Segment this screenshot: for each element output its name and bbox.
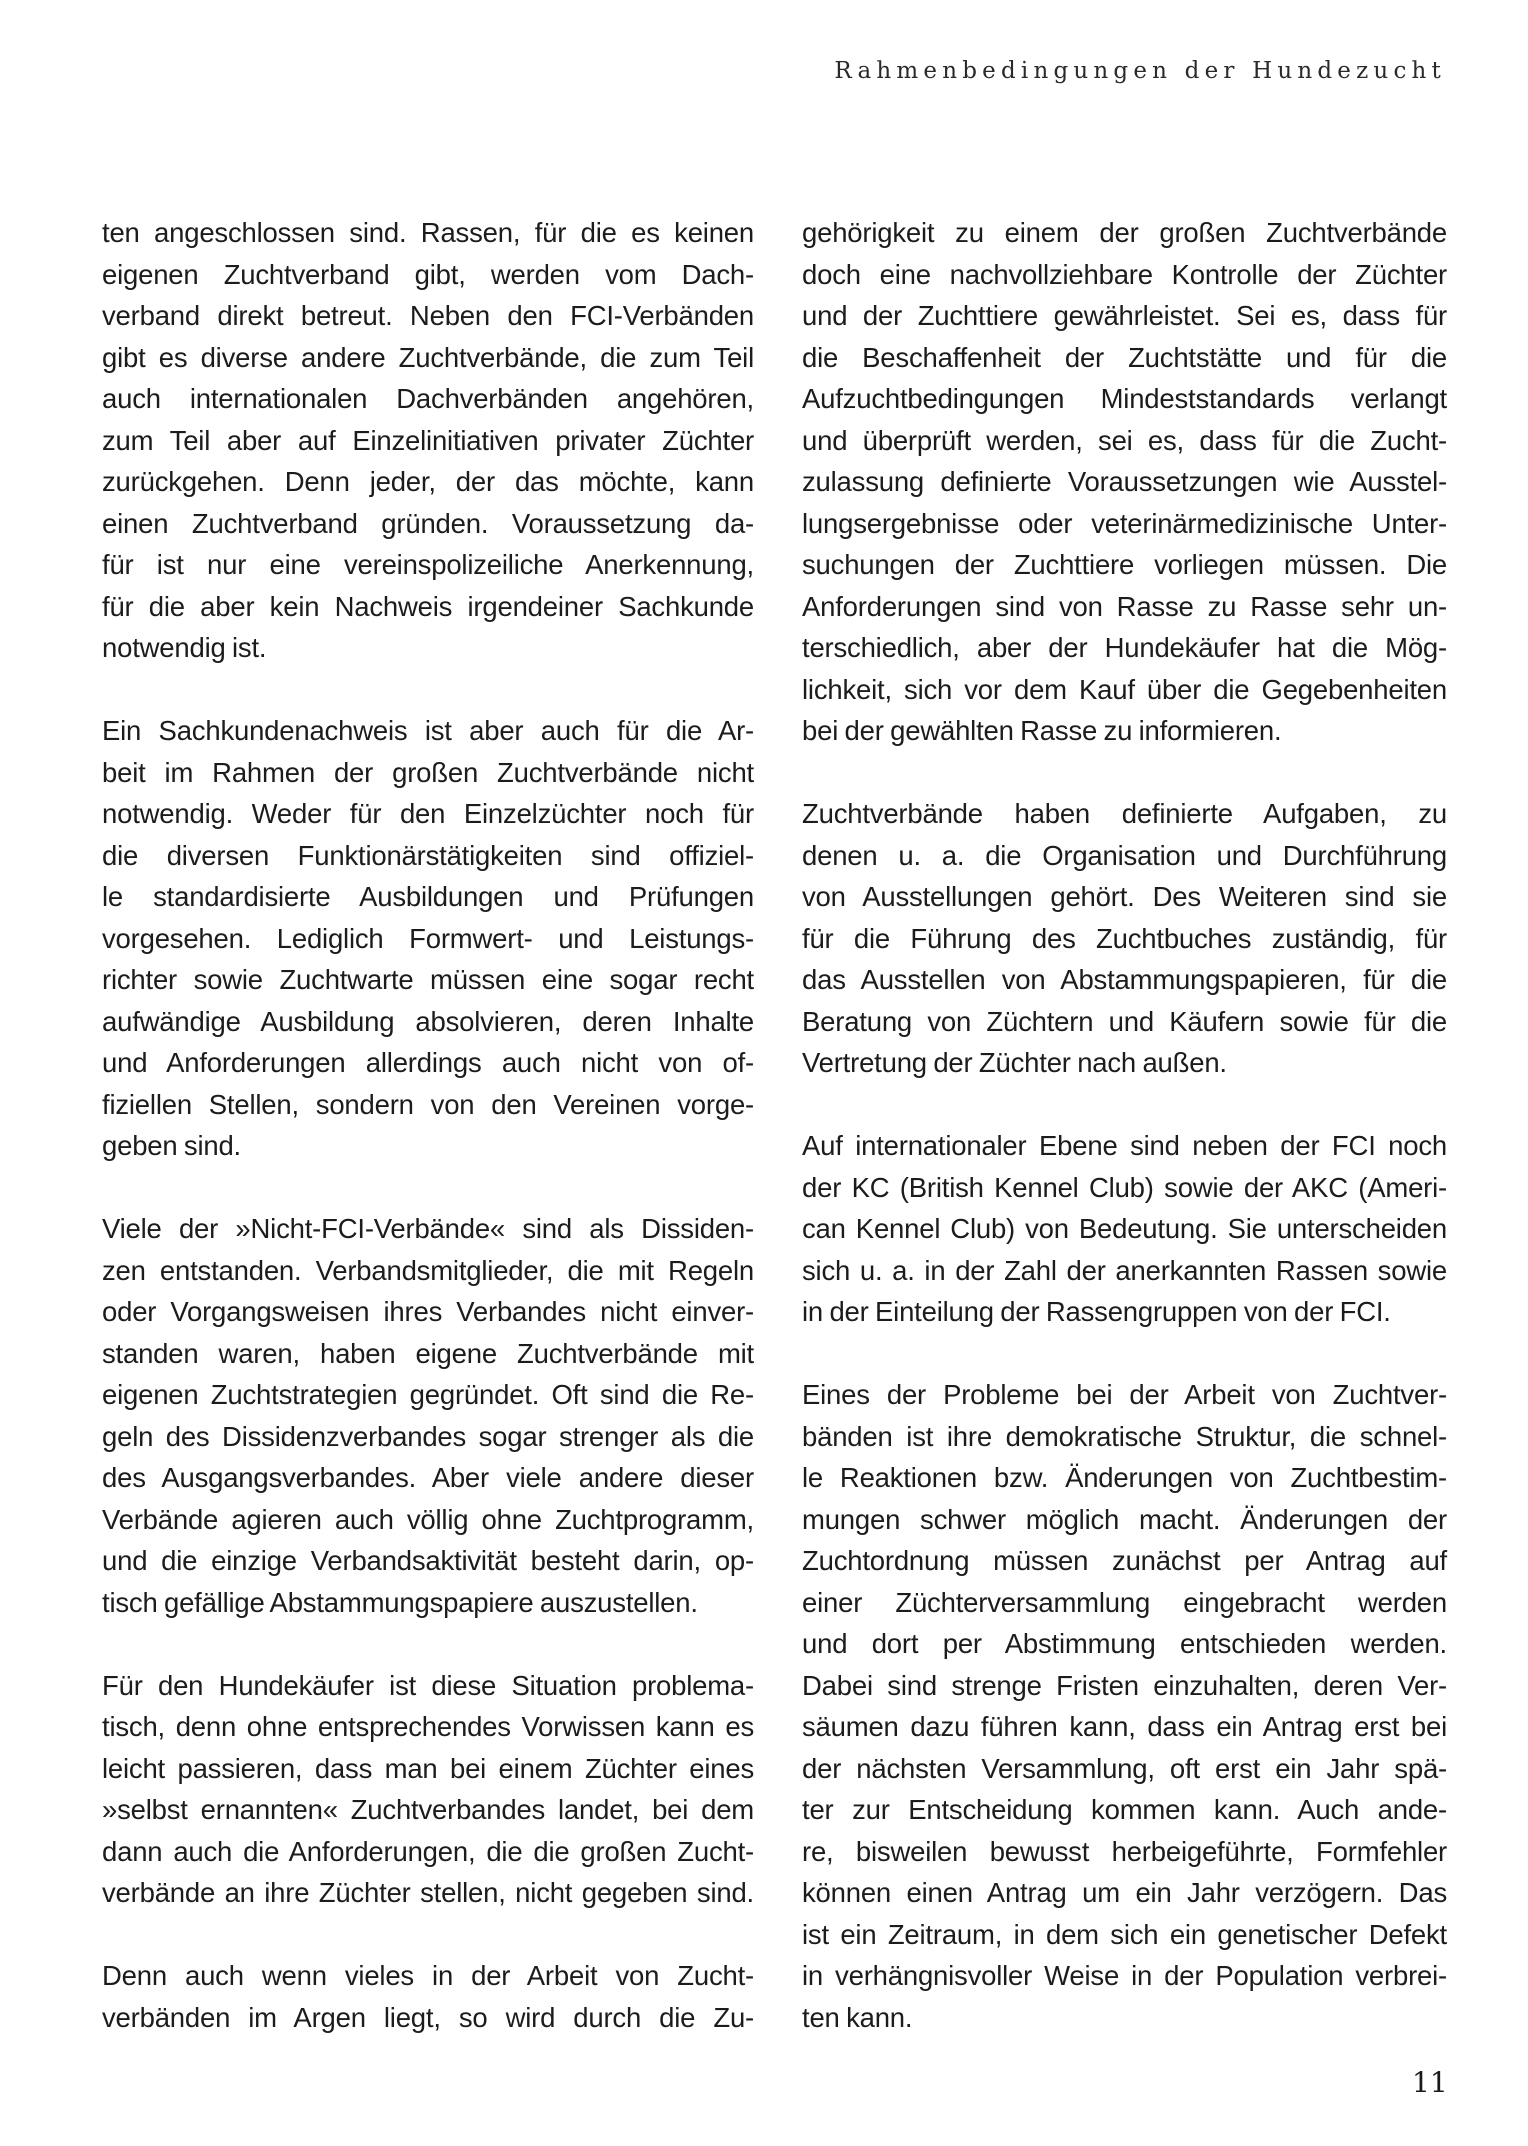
text-line: einen Zuchtverband gründen. Voraussetzung da-: [102, 507, 754, 539]
text-line: ter zur Entscheidung kommen kann. Auch ande-: [802, 1794, 1447, 1825]
text-line: lungsergebnisse oder veterinärmedizinische Unter-: [802, 507, 1447, 539]
text-line: can Kennel Club) von Bedeutung. Sie unterscheiden: [802, 1213, 1447, 1244]
text-line: fiziellen Stellen, sondern von den Vereinen vorge-: [102, 1088, 754, 1120]
text-line: die diversen Funktionärstätigkeiten sind offiziel-: [102, 839, 754, 871]
text-line: zurückgehen. Denn jeder, der das möchte, kann: [102, 466, 754, 497]
text-line: Zuchtordnung müssen zunächst per Antrag auf: [802, 1545, 1447, 1576]
page-number: 11: [1412, 2066, 1448, 2099]
text-line: Viele der »Nicht-FCI-Verbände« sind als Dissiden-: [102, 1213, 754, 1244]
text-line: Ein Sachkundenachweis ist aber auch für die Ar-: [102, 715, 754, 746]
text-line: bänden ist ihre demokratische Struktur, die schnel-: [802, 1420, 1447, 1452]
text-line: vorgesehen. Lediglich Formwert- und Leistungs-: [102, 922, 754, 954]
text-line: des Ausgangsverbandes. Aber viele andere dieser: [102, 1462, 754, 1493]
text-line: le standardisierte Ausbildungen und Prüfungen: [102, 881, 754, 912]
text-line: notwendig ist.: [102, 632, 267, 663]
text-line: einer Züchterversammlung eingebracht werden: [802, 1586, 1447, 1618]
paragraph-left-4: [102, 1665, 754, 1914]
text-line: können einen Antrag um ein Jahr verzögern. Das: [802, 1877, 1447, 1908]
running-header: Rahmenbedingungen der Hundezucht: [834, 58, 1446, 84]
text-line: re, bisweilen bewusst herbeigeführte, Formfehler: [802, 1835, 1447, 1867]
text-line: oder Vorgangsweisen ihres Verbandes nicht einver-: [102, 1296, 754, 1327]
text-line: zen entstanden. Verbandsmitglieder, die mit Regeln: [102, 1254, 754, 1286]
text-line: und überprüft werden, sei es, dass für die Zucht-: [802, 424, 1447, 456]
text-line: Denn auch wenn vieles in der Arbeit von Zucht-: [102, 1960, 754, 1991]
text-line: verbände an ihre Züchter stellen, nicht gegeben sind.: [102, 1877, 754, 1908]
text-line: notwendig. Weder für den Einzelzüchter noch für: [102, 798, 754, 829]
text-line: Beratung von Züchtern und Käufern sowie für die: [802, 1005, 1447, 1037]
text-line: geln des Dissidenzverbandes sogar strenger als die: [102, 1420, 754, 1452]
text-line: tisch gefällige Abstammungspapiere auszustellen.: [102, 1586, 698, 1618]
text-line: und Anforderungen allerdings auch nicht von of-: [102, 1047, 754, 1078]
text-line: verbänden im Argen liegt, so wird durch die Zu-: [102, 2001, 754, 2033]
paragraph-left-5: [102, 1955, 754, 2038]
text-line: richter sowie Zuchtwarte müssen eine sogar recht: [102, 964, 754, 995]
text-line: Dabei sind strenge Fristen einzuhalten, deren Ver-: [802, 1669, 1447, 1701]
text-line: beit im Rahmen der großen Zuchtverbände nicht: [102, 756, 754, 788]
text-line: tisch, denn ohne entsprechendes Vorwissen kann es: [102, 1711, 754, 1742]
text-line: in der Einteilung der Rassengruppen von der FCI.: [802, 1296, 1391, 1327]
text-line: zulassung definierte Voraussetzungen wie Ausstel-: [802, 466, 1447, 497]
text-line: für ist nur eine vereinspolizeiliche Anerkennung,: [102, 549, 754, 580]
paragraph-left-1: [102, 212, 754, 669]
text-line: und die einzige Verbandsaktivität besteht darin, op-: [102, 1545, 754, 1576]
text-line: geben sind.: [102, 1130, 241, 1161]
paragraph-right-2: [802, 793, 1447, 1084]
text-line: terschiedlich, aber der Hundekäufer hat die Mög-: [802, 632, 1447, 663]
text-line: dann auch die Anforderungen, die die großen Zucht-: [102, 1835, 754, 1867]
text-line: in verhängnisvoller Weise in der Population verbrei-: [802, 1960, 1447, 1991]
text-line: Eines der Probleme bei der Arbeit von Zuchtver-: [802, 1379, 1447, 1410]
text-line: säumen dazu führen kann, dass ein Antrag erst bei: [802, 1711, 1447, 1742]
text-line: Für den Hundekäufer ist diese Situation problema-: [102, 1669, 754, 1701]
text-line: von Ausstellungen gehört. Des Weiteren sind sie: [802, 881, 1447, 912]
text-line: Vertretung der Züchter nach außen.: [802, 1047, 1227, 1078]
text-line: für die Führung des Zuchtbuches zuständig, für: [802, 922, 1447, 954]
text-line: Aufzuchtbedingungen Mindeststandards verlangt: [802, 383, 1447, 414]
text-line: eigenen Zuchtverband gibt, werden vom Dach-: [102, 258, 754, 290]
text-line: zum Teil aber auf Einzelinitiativen privater Züchter: [102, 424, 754, 456]
text-line: eigenen Zuchtstrategien gegründet. Oft sind die Re-: [102, 1379, 754, 1410]
text-line: bei der gewählten Rasse zu informieren.: [802, 715, 1282, 746]
paragraph-right-4: [802, 1374, 1447, 2038]
text-line: Zuchtverbände haben definierte Aufgaben, zu: [802, 798, 1447, 829]
text-line: denen u. a. die Organisation und Durchführung: [802, 839, 1447, 871]
text-line: mungen schwer möglich macht. Änderungen der: [802, 1503, 1447, 1535]
left-column: [102, 212, 754, 2080]
text-line: gehörigkeit zu einem der großen Zuchtverbände: [802, 217, 1447, 248]
text-line: lichkeit, sich vor dem Kauf über die Gegebenheiten: [802, 673, 1447, 705]
text-line: standen waren, haben eigene Zuchtverbände mit: [102, 1337, 754, 1369]
text-line: verband direkt betreut. Neben den FCI-Verbänden: [102, 300, 754, 331]
text-line: für die aber kein Nachweis irgendeiner Sachkunde: [102, 590, 754, 622]
right-column: [802, 212, 1447, 2080]
text-line: leicht passieren, dass man bei einem Züchter eines: [102, 1752, 754, 1784]
text-line: Auf internationaler Ebene sind neben der FCI noch: [802, 1130, 1447, 1161]
text-line: der nächsten Versammlung, oft erst ein Jahr spä-: [802, 1752, 1447, 1784]
paragraph-left-2: [102, 710, 754, 1167]
text-line: und dort per Abstimmung entschieden werden.: [802, 1628, 1447, 1659]
text-line: aufwändige Ausbildung absolvieren, deren Inhalte: [102, 1005, 754, 1037]
text-line: die Beschaffenheit der Zuchtstätte und für die: [802, 341, 1447, 373]
text-line: Verbände agieren auch völlig ohne Zuchtprogramm,: [102, 1503, 754, 1535]
text-line: ist ein Zeitraum, in dem sich ein genetischer Defekt: [802, 1918, 1447, 1950]
text-line: der KC (British Kennel Club) sowie der AKC (Ameri-: [802, 1171, 1447, 1203]
paragraph-right-1: [802, 212, 1447, 752]
text-line: ten kann.: [802, 2001, 913, 2033]
text-line: auch internationalen Dachverbänden angehören,: [102, 383, 754, 414]
paragraph-left-3: [102, 1208, 754, 1623]
text-line: Anforderungen sind von Rasse zu Rasse sehr un-: [802, 590, 1447, 622]
text-line: und der Zuchttiere gewährleistet. Sei es, dass für: [802, 300, 1447, 331]
text-line: le Reaktionen bzw. Änderungen von Zuchtbestim-: [802, 1462, 1447, 1493]
text-line: suchungen der Zuchttiere vorliegen müssen. Die: [802, 549, 1447, 580]
text-line: doch eine nachvollziehbare Kontrolle der Züchter: [802, 258, 1447, 290]
text-line: gibt es diverse andere Zuchtverbände, die zum Teil: [102, 341, 754, 373]
text-line: das Ausstellen von Abstammungspapieren, für die: [802, 964, 1447, 995]
text-line: »selbst ernannten« Zuchtverbandes landet, bei dem: [102, 1794, 754, 1825]
paragraph-right-3: [802, 1125, 1447, 1333]
text-line: sich u. a. in der Zahl der anerkannten Rassen sowie: [802, 1254, 1447, 1286]
text-line: ten angeschlossen sind. Rassen, für die es keinen: [102, 217, 754, 248]
